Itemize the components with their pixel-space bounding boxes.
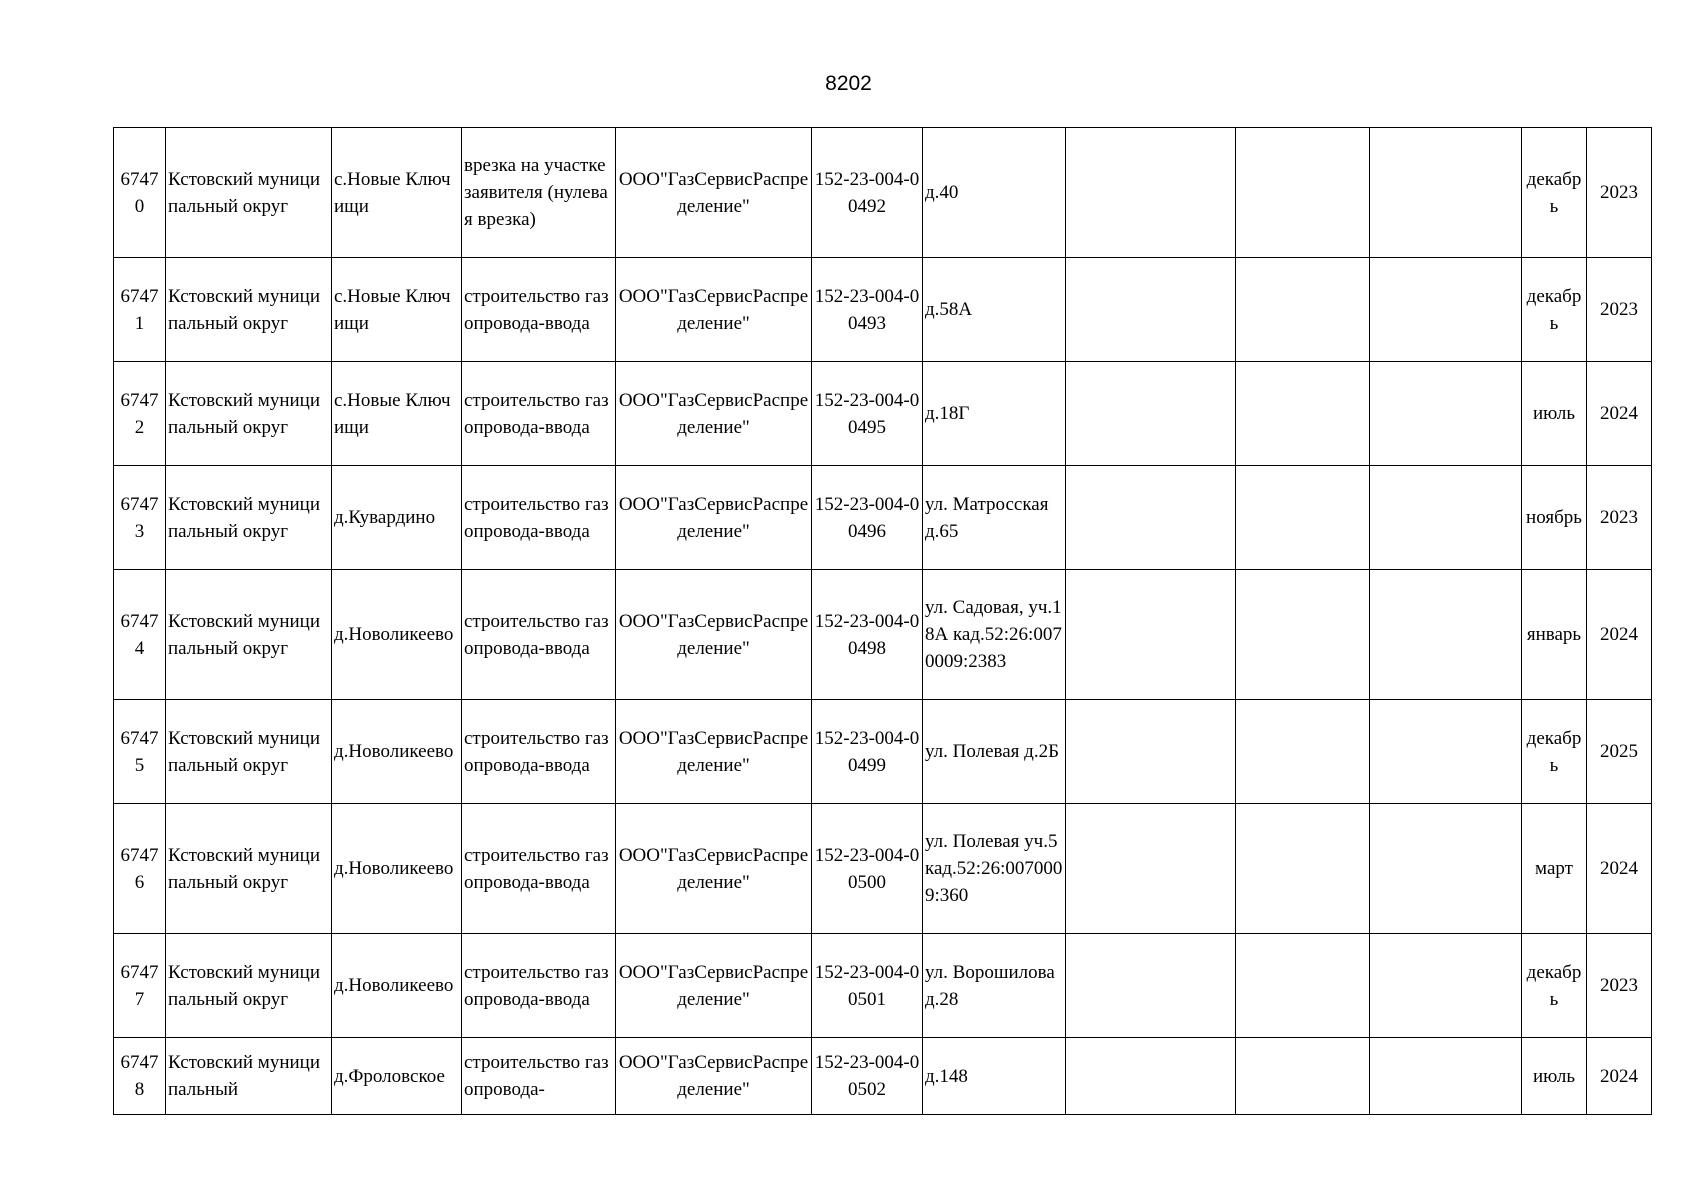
year-cell: 2024 (1587, 1038, 1652, 1115)
empty-cell (1370, 1038, 1522, 1115)
row-number: 67476 (114, 804, 166, 934)
settlement-cell: д.Новоликеево (332, 700, 462, 804)
district-cell: Кстовский муниципальный округ (166, 362, 332, 466)
month-cell: декабрь (1522, 700, 1587, 804)
empty-cell (1370, 570, 1522, 700)
district-cell: Кстовский муниципальный округ (166, 570, 332, 700)
address-cell: ул. Садовая, уч.18А кад.52:26:0070009:2383 (923, 570, 1066, 700)
table-row (114, 1038, 1652, 1115)
empty-cell (1066, 466, 1236, 570)
address-cell: ул. Матросская д.65 (923, 466, 1066, 570)
empty-cell (1370, 466, 1522, 570)
address-cell: д.18Г (923, 362, 1066, 466)
row-number: 67475 (114, 700, 166, 804)
empty-cell (1370, 362, 1522, 466)
month-cell: декабрь (1522, 934, 1587, 1038)
table-row (114, 466, 1652, 570)
empty-cell (1236, 258, 1370, 362)
work-type-cell: строительство газопровода-ввода (462, 258, 616, 362)
row-number: 67477 (114, 934, 166, 1038)
page-number: 8202 (825, 72, 872, 95)
settlement-cell: д.Новоликеево (332, 570, 462, 700)
settlement-cell: с.Новые Ключищи (332, 258, 462, 362)
table-row (114, 700, 1652, 804)
work-type-cell: строительство газопровода-ввода (462, 466, 616, 570)
year-cell: 2024 (1587, 804, 1652, 934)
month-cell: март (1522, 804, 1587, 934)
year-cell: 2024 (1587, 570, 1652, 700)
district-cell: Кстовский муниципальный (166, 1038, 332, 1115)
empty-cell (1236, 934, 1370, 1038)
table-row (114, 258, 1652, 362)
work-type-cell: строительство газопровода-ввода (462, 934, 616, 1038)
address-cell: д.40 (923, 128, 1066, 258)
organization-cell: ООО"ГазСервисРаспределение" (616, 128, 812, 258)
row-number: 67474 (114, 570, 166, 700)
registration-code-cell: 152-23-004-00499 (812, 700, 923, 804)
work-type-cell: строительство газопровода-ввода (462, 570, 616, 700)
organization-cell: ООО"ГазСервисРаспределение" (616, 1038, 812, 1115)
address-cell: ул. Ворошилова д.28 (923, 934, 1066, 1038)
empty-cell (1236, 804, 1370, 934)
year-cell: 2023 (1587, 466, 1652, 570)
row-number: 67473 (114, 466, 166, 570)
row-number: 67470 (114, 128, 166, 258)
month-cell: декабрь (1522, 128, 1587, 258)
district-cell: Кстовский муниципальный округ (166, 934, 332, 1038)
registration-code-cell: 152-23-004-00496 (812, 466, 923, 570)
registration-code-cell: 152-23-004-00498 (812, 570, 923, 700)
address-cell: д.148 (923, 1038, 1066, 1115)
registration-code-cell: 152-23-004-00502 (812, 1038, 923, 1115)
settlement-cell: д.Новоликеево (332, 804, 462, 934)
settlement-cell: д.Кувардино (332, 466, 462, 570)
empty-cell (1066, 570, 1236, 700)
registration-code-cell: 152-23-004-00493 (812, 258, 923, 362)
work-type-cell: строительство газопровода-ввода (462, 362, 616, 466)
organization-cell: ООО"ГазСервисРаспределение" (616, 466, 812, 570)
empty-cell (1066, 128, 1236, 258)
district-cell: Кстовский муниципальный округ (166, 128, 332, 258)
row-number: 67471 (114, 258, 166, 362)
table-row (114, 570, 1652, 700)
empty-cell (1236, 570, 1370, 700)
month-cell: ноябрь (1522, 466, 1587, 570)
address-cell: д.58А (923, 258, 1066, 362)
empty-cell (1066, 1038, 1236, 1115)
work-type-cell: строительство газопровода-ввода (462, 804, 616, 934)
district-cell: Кстовский муниципальный округ (166, 466, 332, 570)
organization-cell: ООО"ГазСервисРаспределение" (616, 258, 812, 362)
district-cell: Кстовский муниципальный округ (166, 804, 332, 934)
year-cell: 2023 (1587, 128, 1652, 258)
organization-cell: ООО"ГазСервисРаспределение" (616, 804, 812, 934)
address-cell: ул. Полевая д.2Б (923, 700, 1066, 804)
table-row (114, 362, 1652, 466)
year-cell: 2025 (1587, 700, 1652, 804)
month-cell: декабрь (1522, 258, 1587, 362)
empty-cell (1066, 934, 1236, 1038)
registration-code-cell: 152-23-004-00492 (812, 128, 923, 258)
settlement-cell: с.Новые Ключищи (332, 128, 462, 258)
empty-cell (1066, 362, 1236, 466)
registration-code-cell: 152-23-004-00501 (812, 934, 923, 1038)
address-cell: ул. Полевая уч.5 кад.52:26:0070009:360 (923, 804, 1066, 934)
registration-code-cell: 152-23-004-00495 (812, 362, 923, 466)
month-cell: январь (1522, 570, 1587, 700)
table-row (114, 934, 1652, 1038)
year-cell: 2024 (1587, 362, 1652, 466)
empty-cell (1370, 258, 1522, 362)
settlement-cell: д.Новоликеево (332, 934, 462, 1038)
settlement-cell: с.Новые Ключищи (332, 362, 462, 466)
empty-cell (1370, 804, 1522, 934)
empty-cell (1236, 1038, 1370, 1115)
organization-cell: ООО"ГазСервисРаспределение" (616, 570, 812, 700)
organization-cell: ООО"ГазСервисРаспределение" (616, 700, 812, 804)
empty-cell (1370, 934, 1522, 1038)
settlement-cell: д.Фроловское (332, 1038, 462, 1115)
empty-cell (1066, 804, 1236, 934)
year-cell: 2023 (1587, 258, 1652, 362)
work-type-cell: строительство газопровода-ввода (462, 700, 616, 804)
empty-cell (1370, 700, 1522, 804)
registration-code-cell: 152-23-004-00500 (812, 804, 923, 934)
table-row (114, 128, 1652, 258)
month-cell: июль (1522, 1038, 1587, 1115)
year-cell: 2023 (1587, 934, 1652, 1038)
empty-cell (1236, 466, 1370, 570)
empty-cell (1236, 128, 1370, 258)
row-number: 67472 (114, 362, 166, 466)
month-cell: июль (1522, 362, 1587, 466)
organization-cell: ООО"ГазСервисРаспределение" (616, 934, 812, 1038)
work-type-cell: строительство газопровода- (462, 1038, 616, 1115)
registry-table (113, 127, 1652, 1115)
empty-cell (1066, 258, 1236, 362)
district-cell: Кстовский муниципальный округ (166, 258, 332, 362)
empty-cell (1370, 128, 1522, 258)
work-type-cell: врезка на участке заявителя (нулевая врезка) (462, 128, 616, 258)
row-number: 67478 (114, 1038, 166, 1115)
empty-cell (1236, 362, 1370, 466)
empty-cell (1236, 700, 1370, 804)
table-row (114, 804, 1652, 934)
organization-cell: ООО"ГазСервисРаспределение" (616, 362, 812, 466)
empty-cell (1066, 700, 1236, 804)
district-cell: Кстовский муниципальный округ (166, 700, 332, 804)
